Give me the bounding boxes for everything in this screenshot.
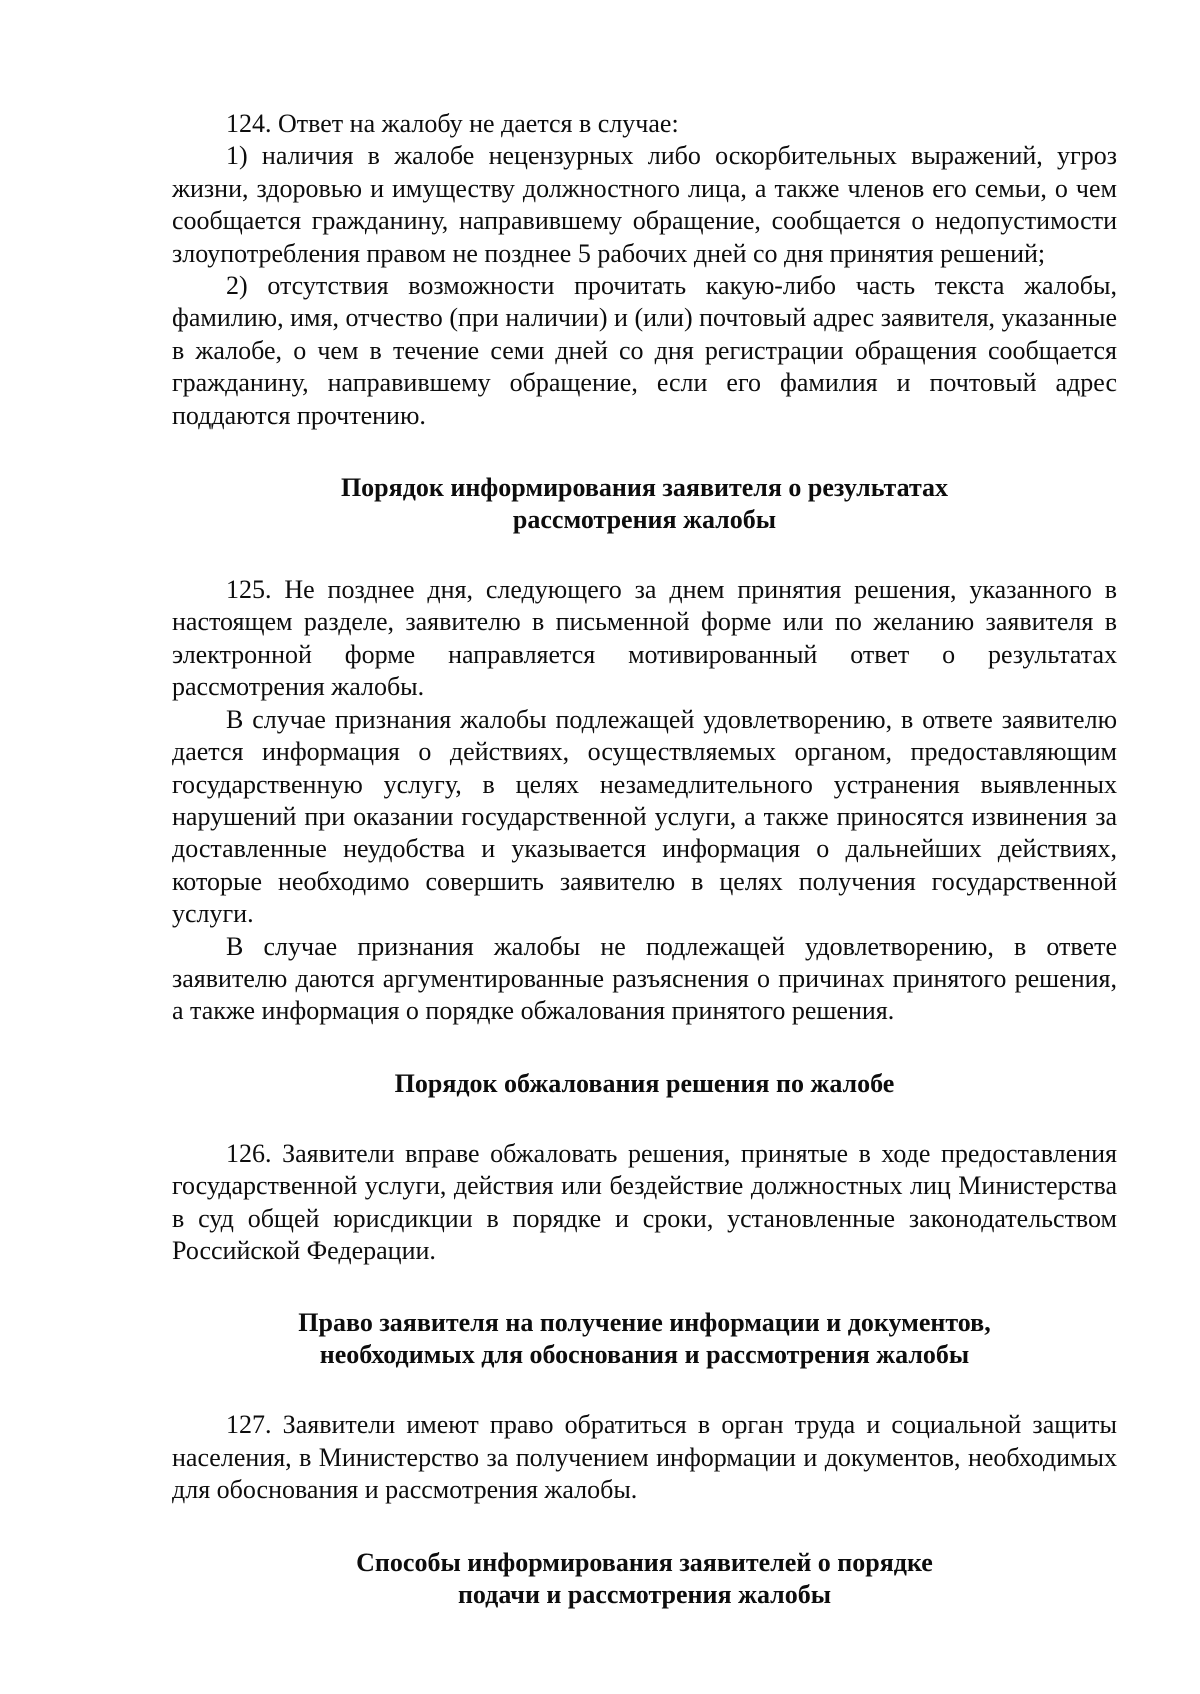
spacer [172, 1028, 1117, 1068]
heading-line: Право заявителя на получение информации и документов, [298, 1308, 991, 1338]
document-page [172, 108, 1117, 1611]
heading-line: рассмотрения жалобы [512, 505, 777, 535]
section-heading-right-to-information [172, 1307, 1117, 1371]
heading-line: подачи и рассмотрения жалобы [457, 1579, 832, 1609]
heading-line: Способы информирования заявителей о порядке [356, 1547, 933, 1577]
paragraph-126: 126. Заявители вправе обжаловать решения, принятые в ходе предоставления государственной услуги, действия или бездействие должностных лиц Министерства в суд общей юрисдикции в порядке и сроки, установленные законодательством Российской Федерации. [172, 1138, 1117, 1265]
spacer [172, 1100, 1117, 1138]
heading-line: Порядок информирования заявителя о результатах [340, 473, 949, 503]
heading-line: необходимых для обоснования и рассмотрения жалобы [319, 1340, 970, 1370]
spacer [172, 1507, 1117, 1547]
paragraph-125-part-3: В случае признания жалобы не подлежащей удовлетворению, в ответе заявителю даются аргументированные разъяснения о причинах принятого решения, а также информация о порядке обжалования принятого решения. [172, 931, 1117, 1026]
section-heading-appeal: Порядок обжалования решения по жалобе [394, 1068, 895, 1098]
spacer [172, 1371, 1117, 1409]
paragraph-125: 125. Не позднее дня, следующего за днем принятия решения, указанного в настоящем разделе, заявителю в письменной форме или по желанию заявителя в электронной форме направляется мотивированный ответ о результатах рассмотрения жалобы. [172, 575, 1117, 702]
section-heading-methods [172, 1547, 1117, 1611]
section-heading-informing [172, 472, 1117, 536]
spacer [172, 432, 1117, 472]
spacer [172, 1267, 1117, 1307]
paragraph-124-item-2: 2) отсутствия возможности прочитать какую-либо часть текста жалобы, фамилию, имя, отчество (при наличии) и (или) почтовый адрес заявителя, указанные в жалобе, о чем в течение семи дней со дня регистрации обращения сообщается гражданину, направившему обращение, если его фамилия и почтовый адрес поддаются прочтению. [172, 271, 1117, 430]
paragraph-127: 127. Заявители имеют право обратиться в орган труда и социальной защиты населения, в Министерство за получением информации и документов, необходимых для обоснования и рассмотрения жалобы. [172, 1410, 1117, 1505]
spacer [172, 536, 1117, 574]
paragraph-125-part-2: В случае признания жалобы подлежащей удовлетворению, в ответе заявителю дается информация о действиях, осуществляемых органом, предоставляющим государственную услугу, в целях незамедлительного устранения выявленных нарушений при оказании государственной услуги, а также приносятся извинения за доставленные неудобства и указывается информация о дальнейших действиях, которые необходимо совершить заявителю в целях получения государственной услуги. [172, 704, 1117, 929]
paragraph-124: 124. Ответ на жалобу не дается в случае: [226, 109, 679, 138]
paragraph-124-item-1: 1) наличия в жалобе нецензурных либо оскорбительных выражений, угроз жизни, здоровью и имуществу должностного лица, а также членов его семьи, о чем сообщается гражданину, направившему обращение, сообщается о недопустимости злоупотребления правом не позднее 5 рабочих дней со дня принятия решений; [172, 141, 1117, 268]
